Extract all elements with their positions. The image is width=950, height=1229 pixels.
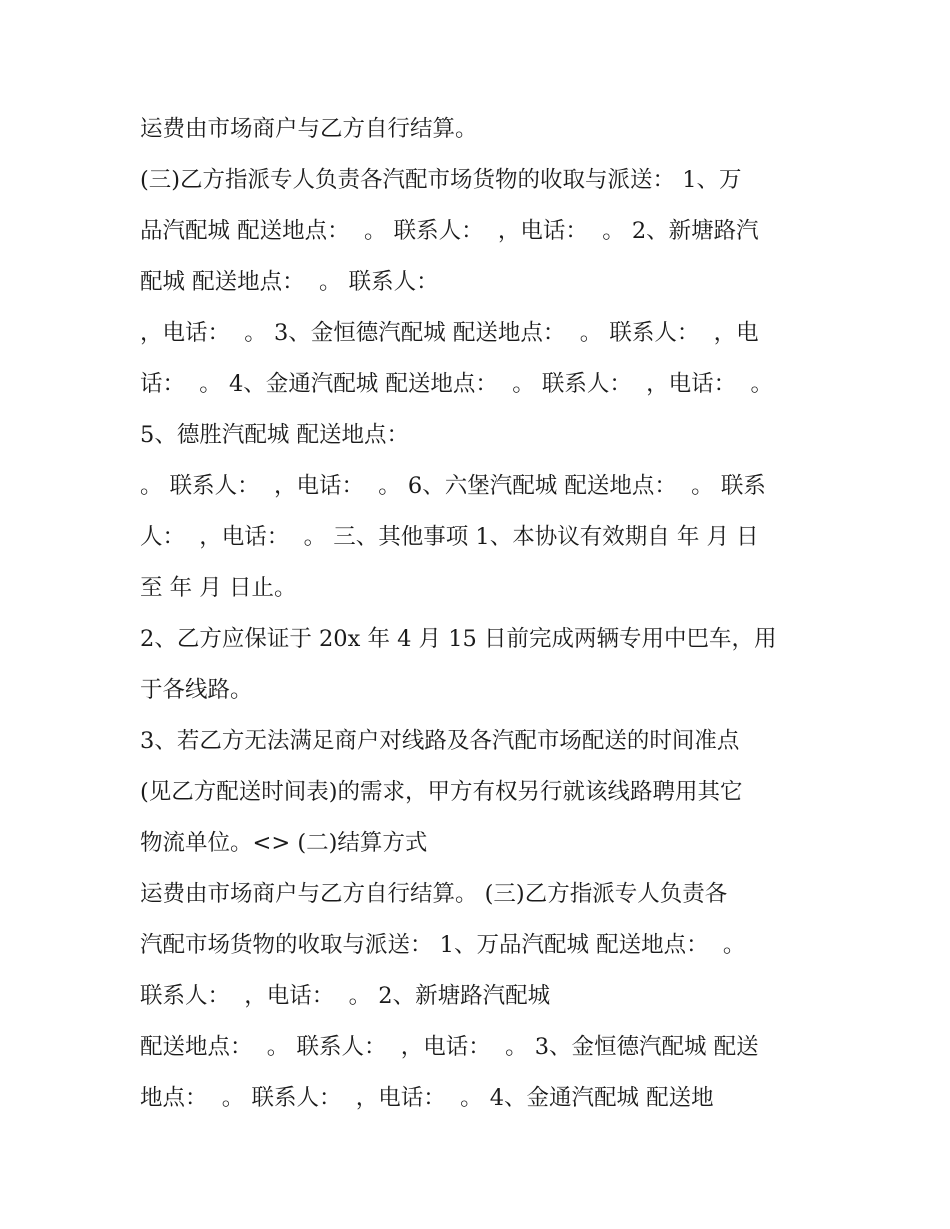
text-line: 至 年 月 日止。 [140, 575, 297, 601]
text-line: ，电话： 。 3、金恒德汽配城 配送地点： 。 联系人： ，电 [140, 320, 759, 346]
text-line: 汽配市场货物的收取与派送： 1、万品汽配城 配送地点： 。 [140, 932, 746, 958]
text-line: 运费由市场商户与乙方自行结算。 [140, 116, 478, 142]
text-line: 5、德胜汽配城 配送地点： [140, 422, 409, 448]
text-line: 地点： 。 联系人： ，电话： 。 4、金通汽配城 配送地 [140, 1085, 714, 1111]
text-line: (见乙方配送时间表)的需求，甲方有权另行就该线路聘用其它 [140, 779, 743, 805]
text-line: 于各线路。 [140, 677, 253, 703]
document-body [140, 108, 820, 1128]
text-line: 运费由市场商户与乙方自行结算。 (三)乙方指派专人负责各 [140, 881, 728, 907]
text-line: 配送地点： 。 联系人： ，电话： 。 3、金恒德汽配城 配送 [140, 1034, 759, 1060]
text-line: 。 联系人： ，电话： 。 6、六堡汽配城 配送地点： 。 联系 [140, 473, 766, 499]
text-line: 物流单位。<> (二)结算方式 [140, 830, 428, 856]
text-line: 配城 配送地点： 。 联系人： [140, 269, 439, 295]
text-line: (三)乙方指派专人负责各汽配市场货物的收取与派送： 1、万 [140, 167, 742, 193]
text-line: 品汽配城 配送地点： 。 联系人： ，电话： 。 2、新塘路汽 [140, 218, 759, 244]
text-line: 话： 。 4、金通汽配城 配送地点： 。 联系人： ，电话： 。 [140, 371, 773, 397]
text-line: 联系人： ，电话： 。 2、新塘路汽配城 [140, 983, 551, 1009]
text-line: 3、若乙方无法满足商户对线路及各汽配市场配送的时间准点 [140, 728, 740, 754]
text-line: 2、乙方应保证于 20x 年 4 月 15 日前完成两辆专用中巴车，用 [140, 626, 777, 652]
text-line: 人： ，电话： 。 三、其他事项 1、本协议有效期自 年 月 日 [140, 524, 759, 550]
